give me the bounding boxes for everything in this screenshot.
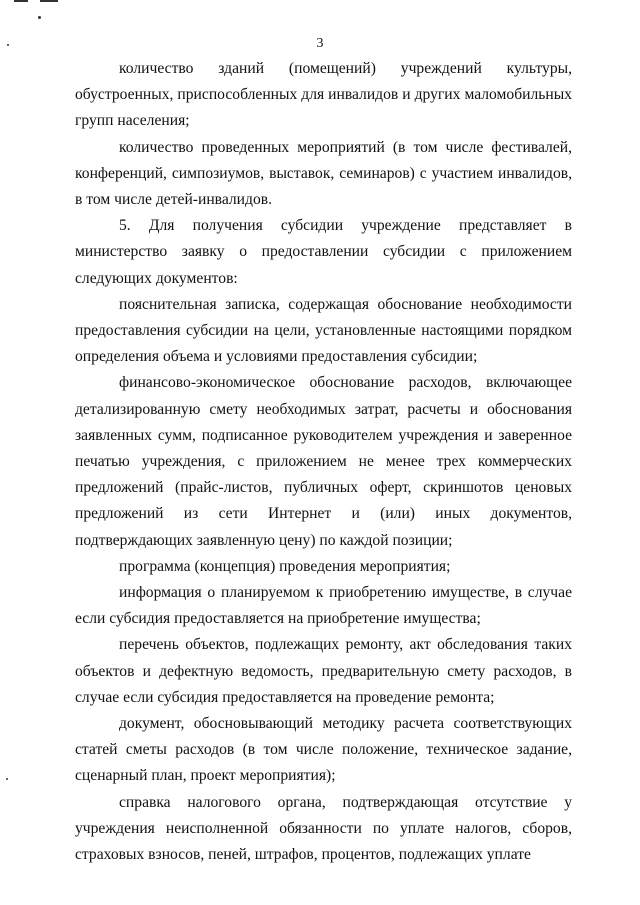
document-body <box>75 56 572 868</box>
scan-mark <box>40 0 58 2</box>
scan-dot <box>38 16 41 19</box>
page-number: 3 <box>316 36 324 51</box>
scan-mark <box>14 0 28 2</box>
paragraph: пояснительная записка, содержащая обоснование необходимости предоставления субсидии на цели, установленные настоящими порядком определения объема и условиями предоставления субсидии; <box>75 295 572 366</box>
paragraph: перечень объектов, подлежащих ремонту, акт обследования таких объектов и дефектную ведомость, предварительную смету расходов, в случае если субсидия предоставляется на проведение ремонта; <box>75 636 572 706</box>
paragraph: информация о планируемом к приобретению имуществе, в случае если субсидия предоставляется на приобретение имущества; <box>75 584 572 628</box>
paragraph: документ, обосновывающий методику расчета соответствующих статей сметы расходов (в том числе положение, техническое задание, сценарный план, проект мероприятия); <box>75 715 572 785</box>
scan-dot <box>6 778 8 780</box>
paragraph: количество проведенных мероприятий (в том числе фестивалей, конференций, симпозиумов, выставок, семинаров) с участием инвалидов, в том числе детей-инвалидов. <box>75 138 572 209</box>
paragraph: программа (концепция) проведения мероприятия; <box>119 557 451 575</box>
paragraph: справка налогового органа, подтверждающая отсутствие у учреждения неисполненной обязанности по уплате налогов, сборов, страховых взносов, пеней, штрафов, процентов, подлежащих уплате <box>75 793 572 864</box>
paragraph: финансово-экономическое обоснование расходов, включающее детализированную смету необходимых затрат, расчеты и обоснования заявленных сумм, подписанное руководителем учреждения и заверенное печатью учреждения, с приложением не менее трех коммерческих предложений (прайс-листов, публичных оферт, скриншотов ценовых предложений из сети Интернет и (или) иных документов, подтверждающих заявленную цену) по каждой позиции; <box>75 374 572 549</box>
paragraph: 5. Для получения субсидии учреждение представляет в министерство заявку о предоставлении субсидии с приложением следующих документов: <box>75 217 572 287</box>
paragraph: количество зданий (помещений) учреждений культуры, обустроенных, приспособленных для инвалидов и других маломобильных групп населения; <box>75 60 572 130</box>
